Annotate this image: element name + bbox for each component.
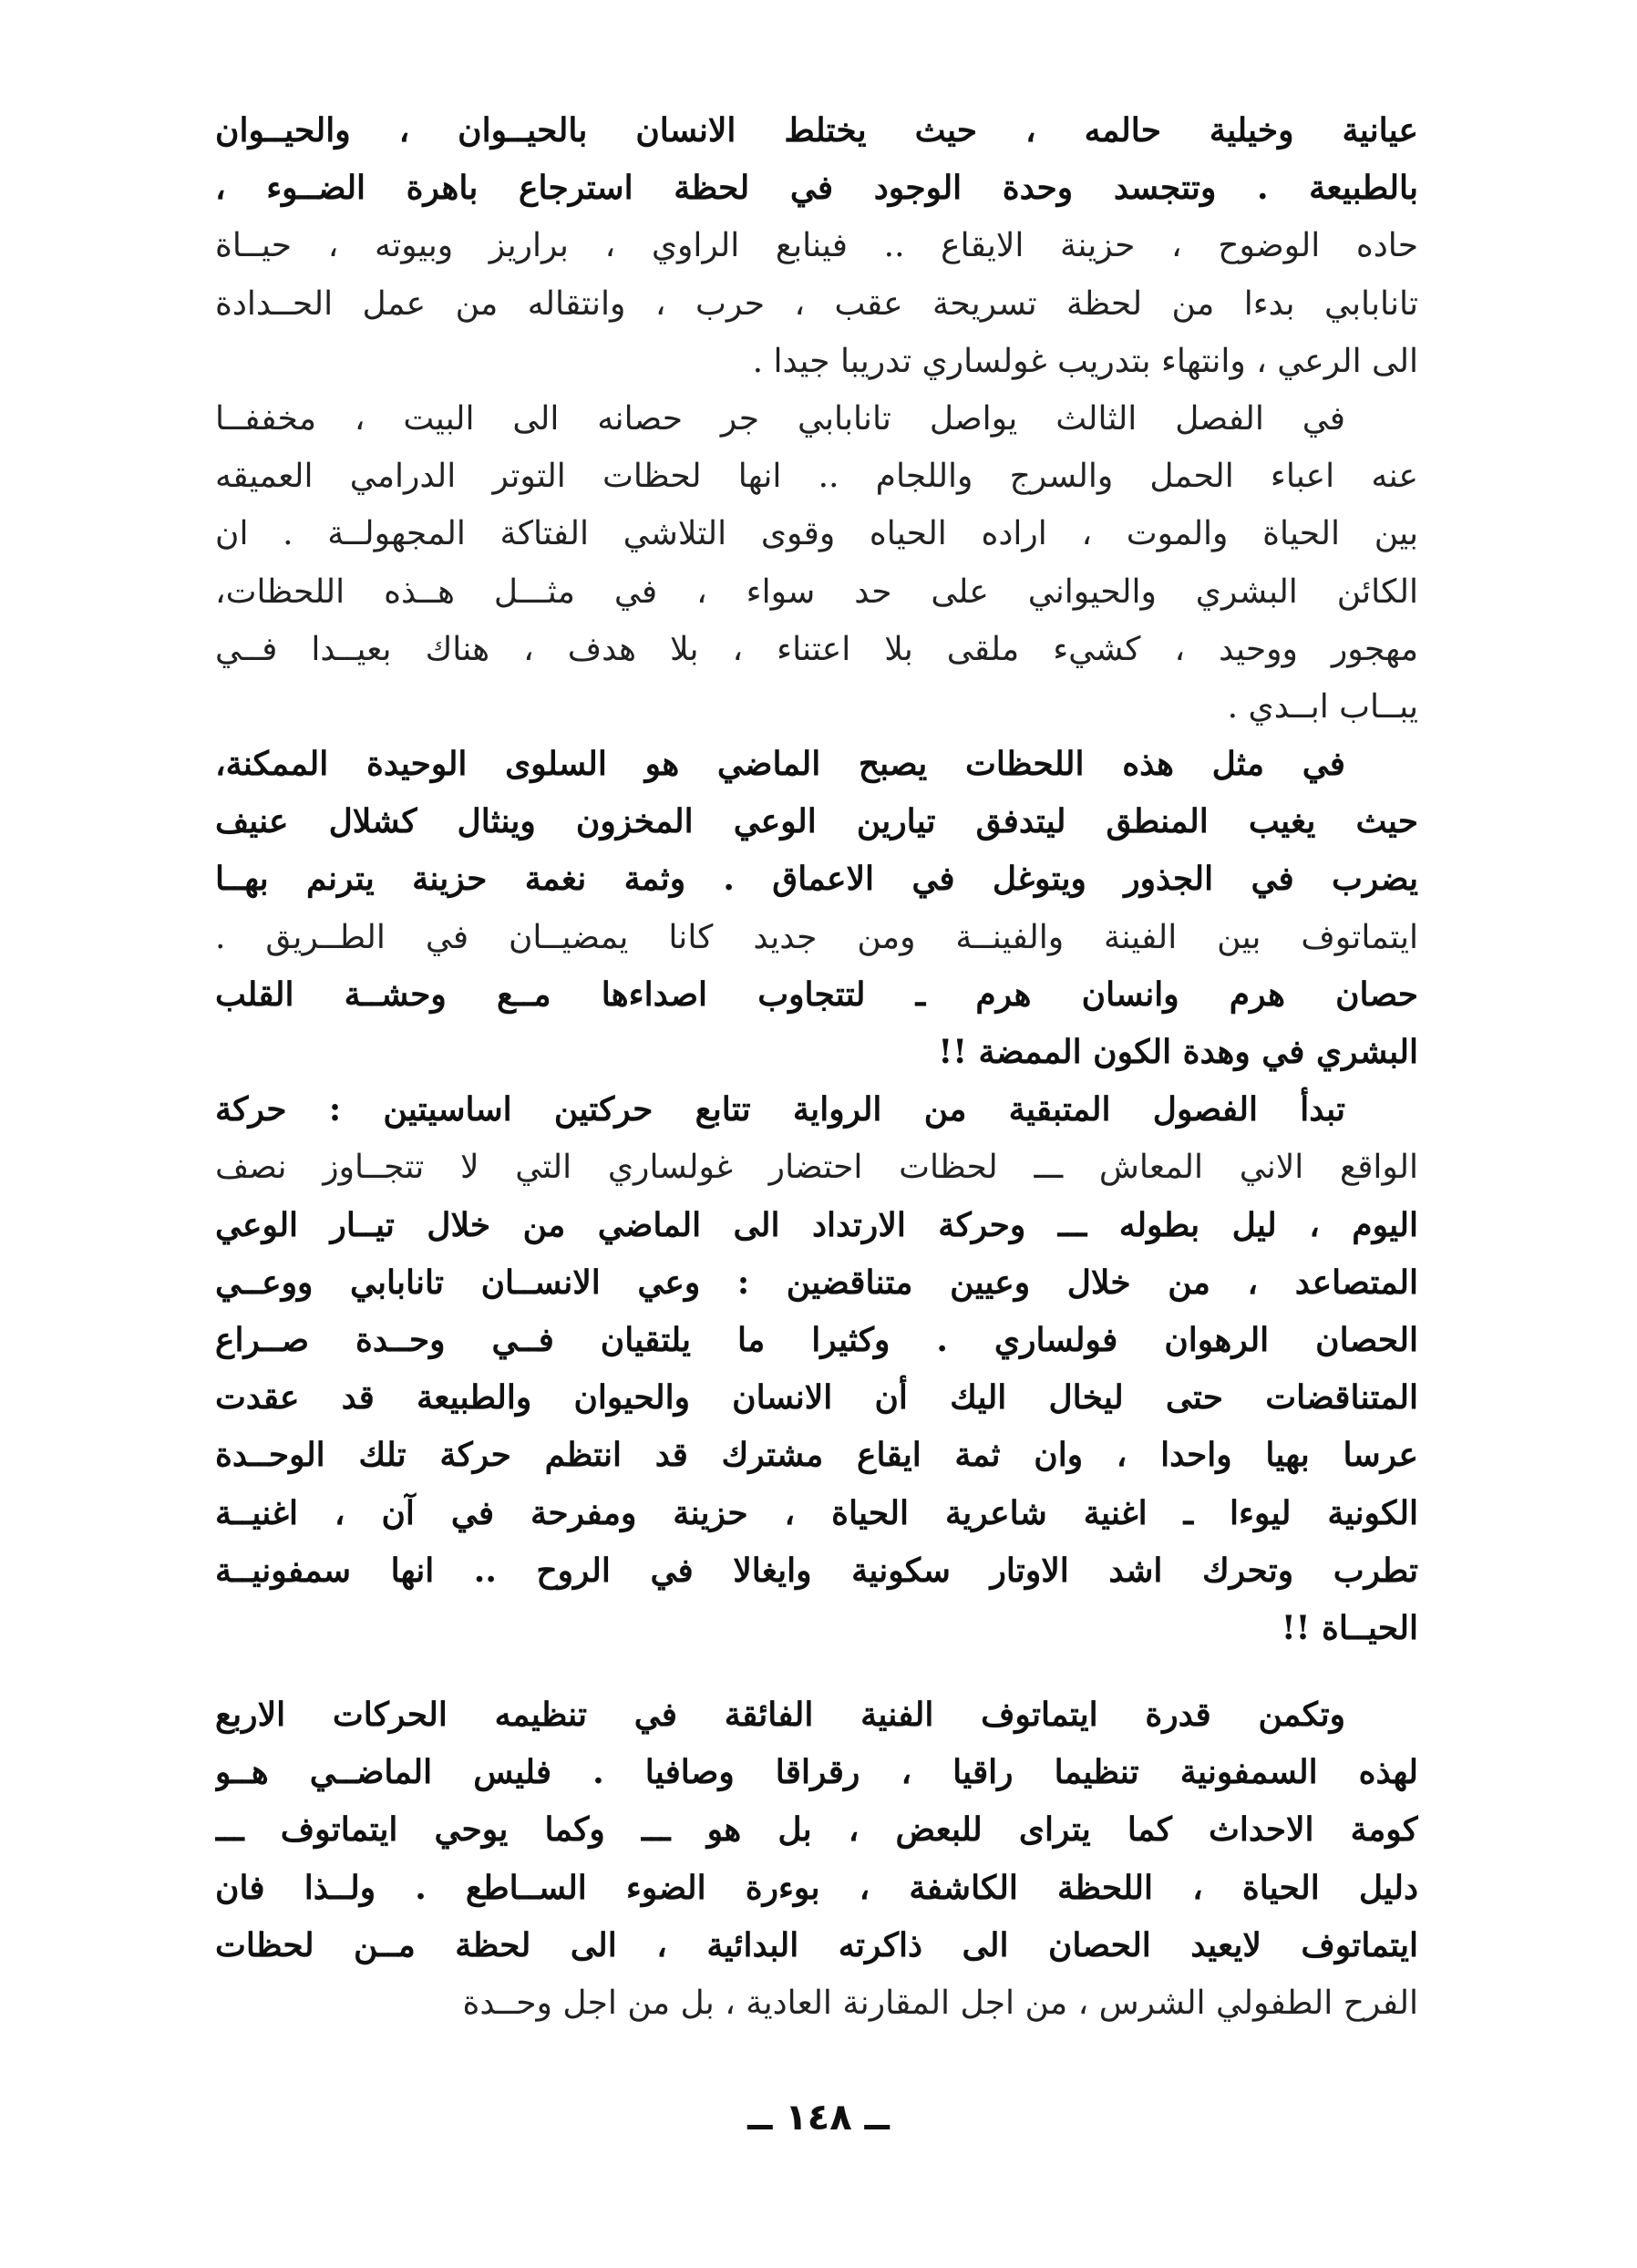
text-line: عيانية وخيلية حالمه ، حيث يختلط الانسان بالحيــوان ، والحيــوان (215, 111, 1418, 149)
text-line: حيث يغيب المنطق ليتدفق تيارين الوعي المخزون وينثال كشلال عنيف (215, 802, 1418, 841)
text-line: ايتماتوف لايعيد الحصان الى ذاكرته البدائية ، الى لحظة مــن لحظات (215, 1925, 1418, 1964)
text-line: حصان هرم وانسان هرم ـ لتتجاوب اصداءها مــع وحشــة القلب (215, 974, 1418, 1014)
text-line: الكونية ليوءا ـ اغنية شاعرية الحياة ، حزينة ومفرحة في آن ، اغنيــة (215, 1493, 1418, 1532)
text-line: تطرب وتحرك اشد الاوتار سكونية وايغالا في الروح .. انها سمفونيــة (215, 1551, 1418, 1590)
text-line: المتناقضات حتى ليخال اليك أن الانسان والحيوان والطبيعة قد عقدت (215, 1378, 1418, 1418)
paragraph (215, 390, 1418, 736)
text-line: تبدأ الفصول المتبقية من الرواية تتابع حركتين اساسيتين : حركة (215, 1090, 1345, 1129)
text-line: ايتماتوف بين الفينة والفينــة ومن جديد كانا يمضيــان في الطــريق . (215, 918, 1418, 956)
text-line: مهجور ووحيد ، كشيء ملقى بلا اعتناء ، بلا هدف ، هناك بعيــدا فــي (215, 630, 1418, 668)
text-line: يضرب في الجذور ويتوغل في الاعماق . وثمة نغمة حزينة يترنم بهــا (215, 860, 1418, 899)
text-line: في مثل هذه اللحظات يصبح الماضي هو السلوى الوحيدة الممكنة، (215, 745, 1345, 784)
text-line: في الفصل الثالث يواصل تانابابي جر حصانه الى البيت ، مخففــا (215, 399, 1345, 438)
paragraph-gap (215, 1657, 1418, 1686)
text-line: لهذه السمفونية تنظيما راقيا ، رقراقا وصافيا . فليس الماضــي هــو (215, 1753, 1418, 1792)
body-text (215, 102, 1418, 2032)
text-line: عنه اعباء الحمل والسرج واللجام .. انها لحظات التوتر الدرامي العميقه (215, 458, 1418, 496)
text-line: المتصاعد ، من خلال وعيين متناقضين : وعي الانســان تانابابي ووعــي (215, 1263, 1418, 1302)
text-line: اليوم ، ليل بطوله ـــ وحركة الارتداد الى الماضي من خلال تيــار الوعي (215, 1205, 1418, 1244)
text-line: وتكمن قدرة ايتماتوف الفنية الفائقة في تنظيمه الحركات الاربع (215, 1696, 1345, 1735)
text-line: كومة الاحداث كما يتراى للبعض ، بل هو ـــ وكما يوحي ايتماتوف ـــ (215, 1810, 1418, 1850)
text-line: دليل الحياة ، اللحظة الكاشفة ، بوءرة الضوء الســاطع . ولــذا فان (215, 1868, 1418, 1907)
text-line: بين الحياة والموت ، اراده الحياه وقوى التلاشي الفتاكة المجهولــة . ان (215, 515, 1418, 553)
text-line: الواقع الاني المعاش ـــ لحظات احتضار غولساري التي لا تتجــاوز نصف (215, 1149, 1418, 1187)
paragraph (215, 102, 1418, 390)
page-number: ــ ١٤٨ ــ (747, 2097, 890, 2139)
paragraph (215, 1081, 1418, 1657)
text-line: حاده الوضوح ، حزينة الايقاع .. فينابع الراوي ، براريز وبيوته ، حيــاة (215, 227, 1418, 265)
text-line: الحصان الرهوان فولساري . وكثيرا ما يلتقيان فــي وحــدة صــراع (215, 1320, 1418, 1359)
text-line: البشري في وهدة الكون الممضة !! (938, 1033, 1418, 1071)
text-line: الكائن البشري والحيواني على حد سواء ، في مثـــل هــذه اللحظات، (215, 572, 1418, 611)
text-line: يبــاب ابــدي . (1227, 687, 1418, 726)
text-line: الى الرعي ، وانتهاء بتدريب غولساري تدريبا جيدا . (752, 342, 1418, 380)
text-line: تانابابي بدءا من لحظة تسريحة عقب ، حرب ، وانتقاله من عمل الحــدادة (215, 284, 1418, 323)
text-line: عرسا بهيا واحدا ، وان ثمة ايقاع مشترك قد انتظم حركة تلك الوحــدة (215, 1436, 1418, 1475)
text-line: الفرح الطفولي الشرس ، من اجل المقارنة العادية ، بل من اجل وحــدة (462, 1984, 1418, 2022)
text-line: بالطبيعة . وتتجسد وحدة الوجود في لحظة استرجاع باهرة الضــوء ، (215, 169, 1418, 208)
paragraph (215, 1686, 1418, 2032)
text-line: الحيــاة !! (1281, 1608, 1418, 1647)
paragraph (215, 736, 1418, 1081)
